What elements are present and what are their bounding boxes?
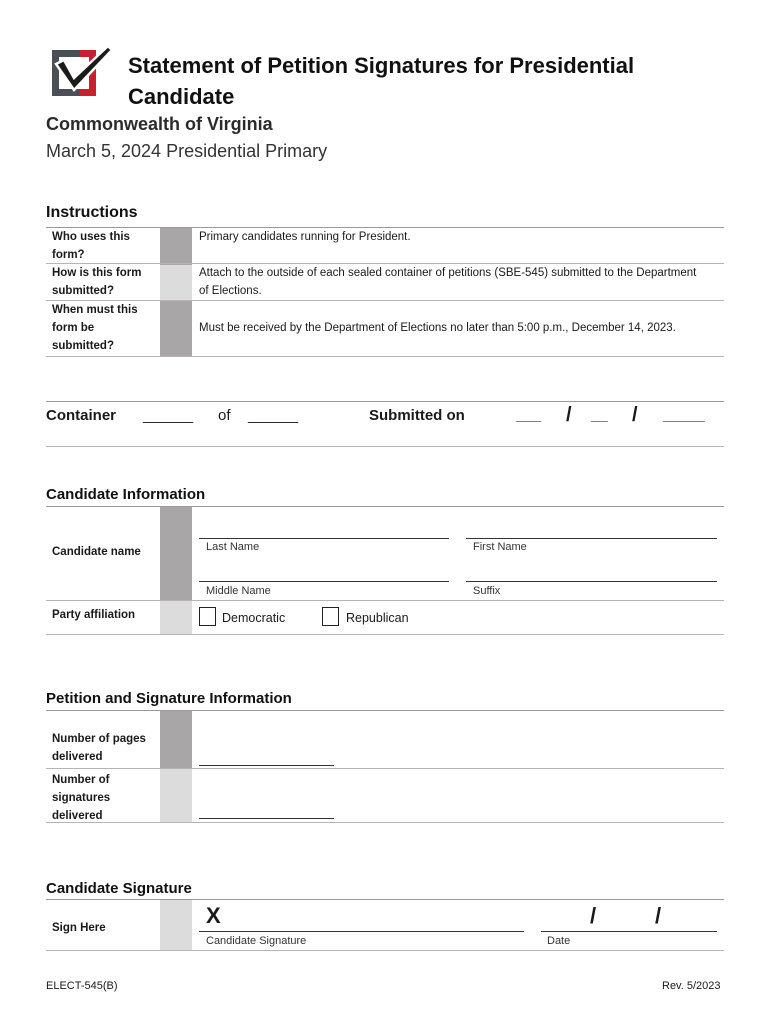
- instruction-question-3: When must this form be submitted?: [52, 304, 138, 352]
- signature-x-mark: X: [206, 903, 221, 928]
- divider: [46, 822, 724, 823]
- divider: [46, 401, 724, 402]
- middle-name-field[interactable]: [199, 581, 449, 582]
- submitted-month-field[interactable]: ___: [516, 407, 542, 424]
- date-slash: /: [632, 404, 638, 426]
- instruction-answer-2: Attach to the outside of each sealed container of petitions (SBE-545) submitted to the Department of Elections.: [199, 267, 697, 297]
- form-id: ELECT-545(B): [46, 980, 118, 992]
- divider: [46, 950, 724, 951]
- candidate-signature-caption: Candidate Signature: [206, 935, 307, 947]
- shade-block: [160, 769, 192, 823]
- republican-checkbox[interactable]: [322, 607, 339, 626]
- instruction-answer-1: Primary candidates running for President.: [199, 231, 411, 243]
- first-name-field[interactable]: [466, 538, 717, 539]
- pages-delivered-label: Number of pages delivered: [52, 733, 146, 763]
- candidate-signature-field[interactable]: [199, 931, 524, 932]
- date-caption: Date: [547, 935, 571, 947]
- divider: [46, 506, 724, 507]
- divider: [46, 768, 724, 769]
- container-number-field[interactable]: ______: [143, 407, 194, 424]
- submitted-day-field[interactable]: __: [591, 407, 608, 424]
- party-affiliation-label: Party affiliation: [52, 609, 136, 621]
- signature-date-field[interactable]: [541, 931, 717, 932]
- suffix-field[interactable]: [466, 581, 717, 582]
- page-title: Statement of Petition Signatures for Presidential Candidate: [128, 53, 635, 109]
- middle-name-caption: Middle Name: [206, 585, 271, 597]
- democratic-checkbox[interactable]: [199, 607, 216, 626]
- shade-block: [160, 507, 192, 601]
- sign-here-label: Sign Here: [52, 922, 106, 934]
- date-slash: /: [590, 903, 597, 928]
- candidate-info-heading: Candidate Information: [46, 486, 206, 503]
- divider: [46, 446, 724, 447]
- instruction-question-2: How is this form submitted?: [52, 267, 142, 297]
- divider: [46, 600, 724, 601]
- container-label: Container: [46, 407, 117, 424]
- last-name-caption: Last Name: [206, 541, 260, 553]
- divider: [46, 634, 724, 635]
- submitted-on-label: Submitted on: [369, 407, 465, 424]
- last-name-field[interactable]: [199, 538, 449, 539]
- date-slash: /: [566, 404, 572, 426]
- pages-delivered-field[interactable]: [199, 765, 334, 766]
- election-subtitle: March 5, 2024 Presidential Primary: [46, 141, 328, 161]
- shade-block: [160, 301, 192, 356]
- checkmark-ballot-logo-icon: [50, 44, 116, 100]
- shade-block: [160, 601, 192, 634]
- state-subtitle: Commonwealth of Virginia: [46, 114, 273, 134]
- submitted-year-field[interactable]: _____: [663, 407, 705, 424]
- shade-block: [160, 228, 192, 265]
- container-total-field[interactable]: ______: [248, 407, 299, 424]
- signatures-delivered-field[interactable]: [199, 818, 334, 819]
- revision-label: Rev. 5/2023: [662, 980, 721, 992]
- divider: [46, 899, 724, 900]
- shade-block: [160, 265, 192, 301]
- republican-label: Republican: [346, 611, 409, 625]
- first-name-caption: First Name: [473, 541, 527, 553]
- instruction-answer-3: Must be received by the Department of Elections no later than 5:00 p.m., December 14, 2023.: [199, 322, 676, 334]
- shade-block: [160, 711, 192, 769]
- instructions-heading: Instructions: [46, 204, 138, 221]
- petition-info-heading: Petition and Signature Information: [46, 690, 292, 707]
- suffix-caption: Suffix: [473, 585, 501, 597]
- democratic-label: Democratic: [222, 611, 286, 625]
- container-of-label: of: [218, 407, 231, 424]
- signature-heading: Candidate Signature: [46, 880, 192, 897]
- date-slash: /: [655, 903, 662, 928]
- divider: [46, 356, 724, 357]
- signatures-delivered-label: Number of signatures delivered: [52, 774, 111, 822]
- instruction-question-1: Who uses this form?: [52, 231, 130, 261]
- candidate-name-label: Candidate name: [52, 546, 141, 558]
- divider: [46, 710, 724, 711]
- shade-block: [160, 900, 192, 950]
